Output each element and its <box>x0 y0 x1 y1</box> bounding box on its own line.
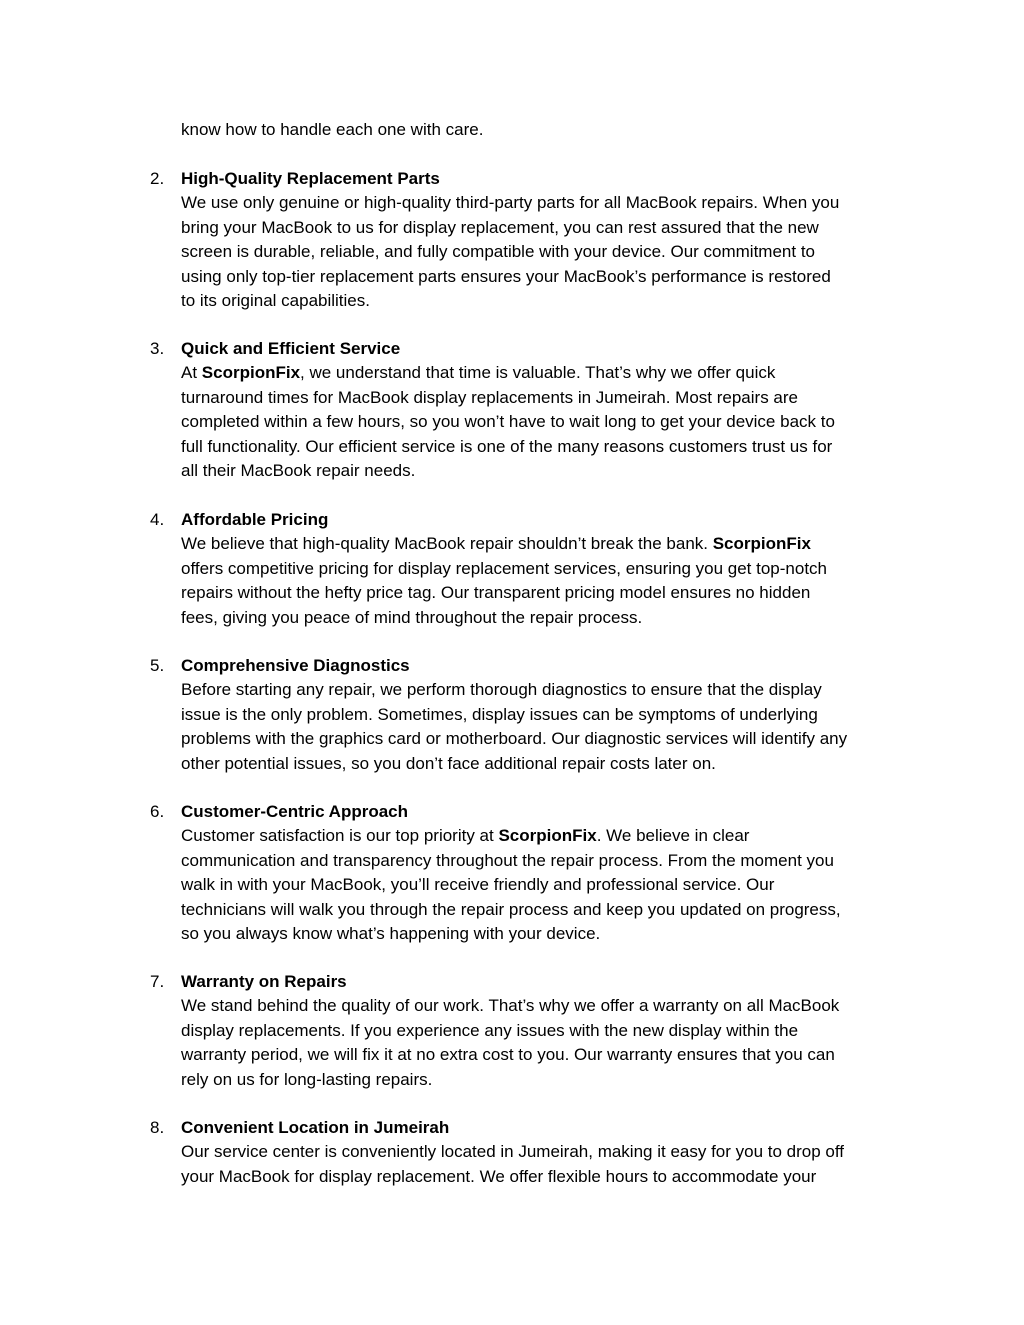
list-item-heading: Affordable Pricing <box>181 510 329 529</box>
body-line <box>181 1019 906 1043</box>
body-line <box>181 752 906 776</box>
brand-name: ScorpionFix <box>498 826 597 846</box>
body-line <box>181 873 906 897</box>
list-item-number: 5. <box>150 656 165 675</box>
body-line <box>181 289 906 313</box>
text-segment: rely on us for long-lasting repairs. <box>181 1069 433 1089</box>
body-line <box>181 727 906 751</box>
text-segment: technicians will walk you through the repair process and keep you updated on progress, <box>181 899 841 919</box>
text-segment: warranty period, we will fix it at no extra cost to you. Our warranty ensures that you can <box>181 1045 835 1065</box>
body-line <box>181 606 906 630</box>
body-line <box>181 849 906 873</box>
body-line <box>181 532 906 556</box>
text-segment: We believe that high-quality MacBook repair shouldn’t break the bank. <box>181 534 713 554</box>
list-item-body <box>181 1140 906 1189</box>
brand-name: ScorpionFix <box>712 534 811 554</box>
text-segment: Our service center is conveniently located in Jumeirah, making it easy for you to drop off <box>181 1142 845 1162</box>
list-item-heading: Customer-Centric Approach <box>181 802 409 821</box>
body-line <box>181 459 906 483</box>
body-line <box>181 557 906 581</box>
list-item-body <box>181 361 906 483</box>
body-line <box>181 240 906 264</box>
body-line <box>181 1165 906 1189</box>
list-item-heading: High-Quality Replacement Parts <box>181 169 440 188</box>
text-segment: We stand behind the quality of our work. That’s why we offer a warranty on all MacBook <box>181 996 840 1016</box>
text-segment: so you always know what’s happening with your device. <box>181 924 601 944</box>
list-item-heading: Quick and Efficient Service <box>181 339 401 358</box>
body-line <box>181 1140 906 1164</box>
text-segment: , we understand that time is valuable. That’s why we offer quick <box>300 363 776 383</box>
list-item-body <box>181 678 906 776</box>
body-line <box>181 1068 906 1092</box>
list-item-heading: Comprehensive Diagnostics <box>181 656 410 675</box>
list-item-body <box>181 532 906 630</box>
list-item-number: 3. <box>150 339 165 358</box>
text-segment: display replacements. If you experience any issues with the new display within the <box>181 1020 799 1040</box>
body-line <box>181 216 906 240</box>
body-line <box>181 1043 906 1067</box>
body-line <box>181 898 906 922</box>
list-item-body <box>181 994 906 1092</box>
text-segment: full functionality. Our efficient service is one of the many reasons customers trust us for <box>181 436 833 456</box>
body-line <box>181 678 906 702</box>
text-segment: your MacBook for display replacement. We offer flexible hours to accommodate your <box>181 1166 817 1186</box>
list-item-heading: Convenient Location in Jumeirah <box>181 1118 450 1137</box>
body-line <box>181 361 906 385</box>
text-segment: repairs without the hefty price tag. Our transparent pricing model ensures no hidden <box>181 583 811 603</box>
list-item-number: 7. <box>150 972 165 991</box>
list-item-number: 4. <box>150 510 165 529</box>
text-segment: issue is the only problem. Sometimes, display issues can be symptoms of underlying <box>181 704 818 724</box>
body-line <box>181 824 906 848</box>
body-line <box>181 191 906 215</box>
list-item-number: 8. <box>150 1118 165 1137</box>
text-segment: Customer satisfaction is our top priority at <box>181 826 499 846</box>
list-item-heading: Warranty on Repairs <box>181 972 347 991</box>
text-segment: fees, giving you peace of mind throughout the repair process. <box>181 607 643 627</box>
body-line <box>181 703 906 727</box>
list-item-body <box>181 191 906 313</box>
list-item-number: 6. <box>150 802 165 821</box>
text-segment: using only top-tier replacement parts ensures your MacBook’s performance is restored <box>181 266 831 286</box>
text-segment: communication and transparency throughout the repair process. From the moment you <box>181 850 834 870</box>
text-segment: walk in with your MacBook, you’ll receive friendly and professional service. Our <box>181 875 775 895</box>
text-segment: to its original capabilities. <box>181 291 370 311</box>
text-segment: other potential issues, so you don’t face additional repair costs later on. <box>181 753 716 773</box>
text-segment: offers competitive pricing for display replacement services, ensuring you get top-notch <box>181 558 828 578</box>
text-segment: At <box>181 363 202 383</box>
text-segment: screen is durable, reliable, and fully compatible with your device. Our commitment to <box>181 242 816 262</box>
list-item-body <box>181 824 906 946</box>
text-segment: . We believe in clear <box>596 826 750 846</box>
text-segment: bring your MacBook to us for display replacement, you can rest assured that the new <box>181 217 819 237</box>
continuation-text: know how to handle each one with care. <box>181 120 484 139</box>
body-line <box>181 386 906 410</box>
text-segment: turnaround times for MacBook display replacements in Jumeirah. Most repairs are <box>181 387 798 407</box>
list-item-number: 2. <box>150 169 165 188</box>
body-line <box>181 581 906 605</box>
body-line <box>181 410 906 434</box>
text-segment: Before starting any repair, we perform thorough diagnostics to ensure that the display <box>181 680 822 700</box>
brand-name: ScorpionFix <box>201 363 301 383</box>
text-segment: completed within a few hours, so you won’t have to wait long to get your device back to <box>181 412 835 432</box>
text-segment: all their MacBook repair needs. <box>181 461 416 481</box>
text-segment: We use only genuine or high-quality third-party parts for all MacBook repairs. When you <box>181 193 840 213</box>
body-line <box>181 265 906 289</box>
body-line <box>181 994 906 1018</box>
body-line <box>181 922 906 946</box>
body-line <box>181 435 906 459</box>
text-segment: problems with the graphics card or motherboard. Our diagnostic services will identify any <box>181 729 848 749</box>
